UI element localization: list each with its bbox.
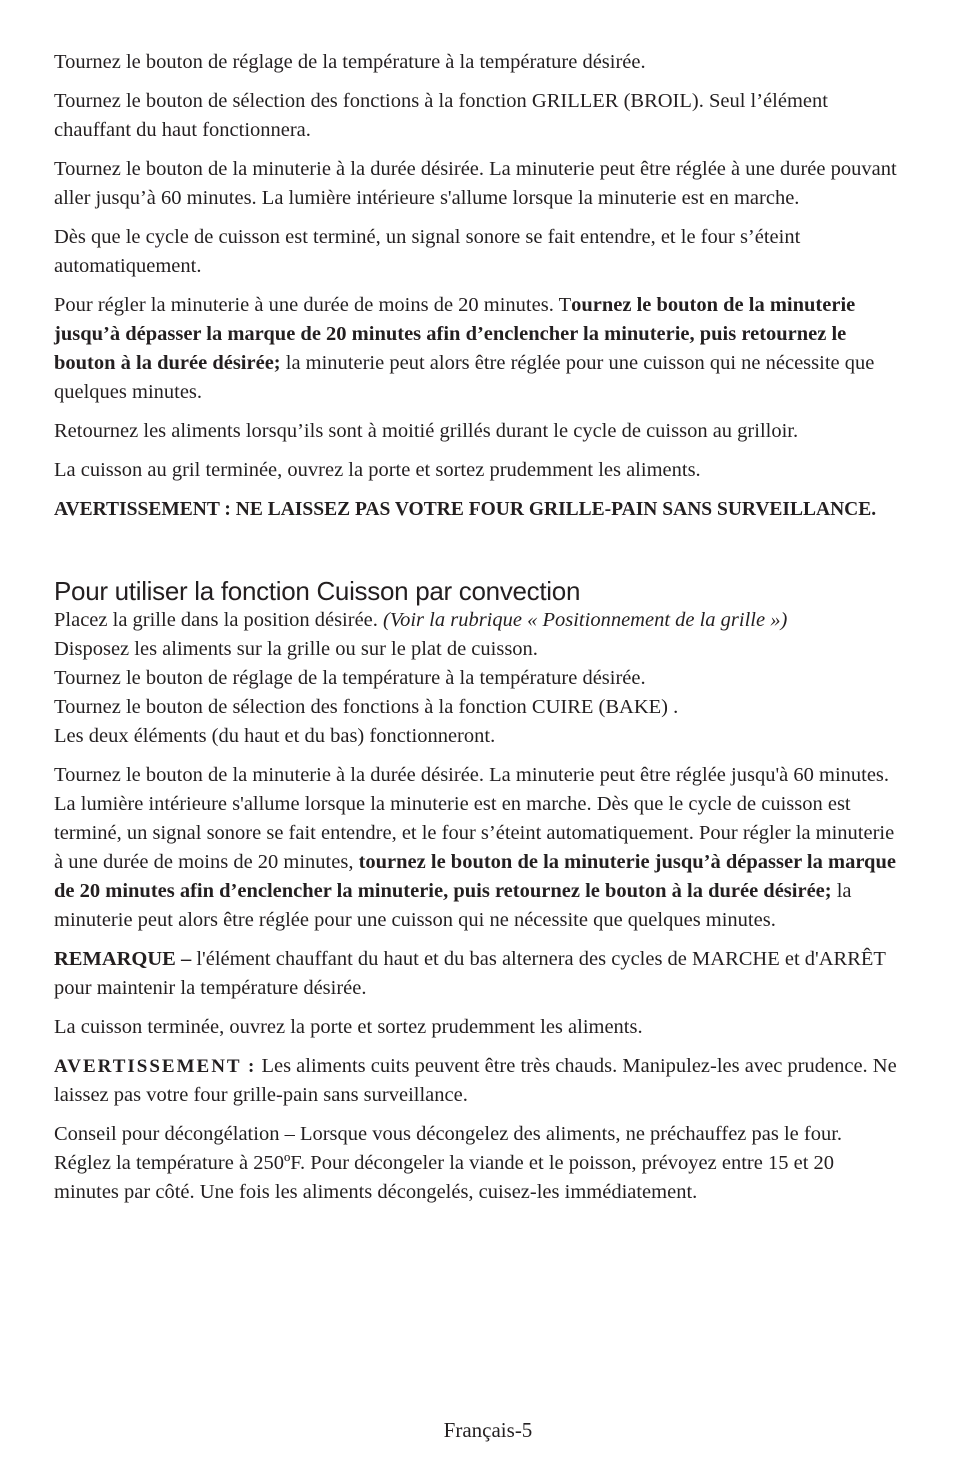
short-timer-intro: Pour régler la minuterie à une durée de moins de 20 minutes. T bbox=[54, 294, 572, 316]
paragraph-note bbox=[54, 945, 900, 1003]
section-heading-convection: Pour utiliser la fonction Cuisson par convection bbox=[54, 576, 581, 606]
paragraph-broil-function: Tournez le bouton de sélection des fonctions à la fonction GRILLER (BROIL). Seul l’élément chauffant du haut fonctionnera. bbox=[54, 90, 828, 141]
page-number: Français-5 bbox=[443, 1418, 533, 1442]
paragraph-broil-done: La cuisson au gril terminée, ouvrez la porte et sortez prudemment les aliments. bbox=[54, 459, 701, 481]
step-set-temperature: Tournez le bouton de réglage de la température à la température désirée. bbox=[54, 667, 646, 689]
convection-timer-outro: la minuterie peut alors être réglée pour une cuisson qui ne nécessite que quelques minutes. bbox=[54, 880, 852, 931]
note-text: l'élément chauffant du haut et du bas alternera des cycles de MARCHE et d'ARRÊT pour maintenir la température désirée. bbox=[54, 948, 886, 999]
paragraph-cycle-end: Dès que le cycle de cuisson est terminé, un signal sonore se fait entendre, et le four s’éteint automatiquement. bbox=[54, 226, 801, 277]
step-place-food: Disposez les aliments sur la grille ou sur le plat de cuisson. bbox=[54, 638, 538, 660]
paragraph-convection-done: La cuisson terminée, ouvrez la porte et sortez prudemment les aliments. bbox=[54, 1016, 643, 1038]
manual-page bbox=[54, 48, 900, 1217]
paragraph-turn-food: Retournez les aliments lorsqu’ils sont à moitié grillés durant le cycle de cuisson au grilloir. bbox=[54, 420, 799, 442]
step-bake-function: Tournez le bouton de sélection des fonctions à la fonction CUIRE (BAKE) . bbox=[54, 696, 679, 718]
short-timer-outro: la minuterie peut alors être réglée pour une cuisson qui ne nécessite que quelques minutes. bbox=[54, 352, 875, 403]
note-label: REMARQUE – bbox=[54, 948, 192, 970]
convection-timer-instruction: tournez le bouton de la minuterie jusqu’à dépasser la marque de 20 minutes afin d’enclencher la minuterie, puis retournez le bouton à la durée désirée; bbox=[54, 851, 896, 902]
paragraph-hot-food-warning bbox=[54, 1052, 900, 1110]
warning-label: AVERTISSEMENT : bbox=[54, 1056, 257, 1077]
paragraph-set-temperature: Tournez le bouton de réglage de la température à la température désirée. bbox=[54, 51, 646, 73]
paragraph-timer: Tournez le bouton de la minuterie à la durée désirée. La minuterie peut être réglée à une durée pouvant aller jusqu’à 60 minutes. La lumière intérieure s'allume lorsque la minuterie est en marche. bbox=[54, 158, 897, 209]
paragraph-defrost-tip: Conseil pour décongélation – Lorsque vous décongelez des aliments, ne préchauffez pas le four. Réglez la température à 250ºF. Pour décongeler la viande et le poisson, prévoyez entre 15 et 20 minutes par côté. Une fois les aliments décongelés, cuisez-les immédiatement. bbox=[54, 1123, 843, 1203]
short-timer-instruction: ournez le bouton de la minuterie jusqu’à dépasser la marque de 20 minutes afin d’enclencher la minuterie, puis retournez le bouton à la durée désirée; bbox=[54, 294, 856, 374]
step-both-elements: Les deux éléments (du haut et du bas) fonctionneront. bbox=[54, 725, 496, 747]
convection-steps bbox=[54, 606, 900, 751]
step-rack-position bbox=[54, 606, 900, 635]
step-rack-reference: (Voir la rubrique « Positionnement de la grille ») bbox=[383, 609, 788, 631]
convection-timer-intro: Tournez le bouton de la minuterie à la durée désirée. La minuterie peut être réglée jusqu'à 60 minutes. La lumière intérieure s'allume lorsque la minuterie est en marche. Dès que le cycle de cuisson est terminé, un signal sonore se fait entendre, et le four s’éteint automatiquement. Pour régler la minuterie à une durée de moins de 20 minutes, bbox=[54, 764, 895, 873]
paragraph-convection-timer bbox=[54, 761, 900, 935]
paragraph-short-timer bbox=[54, 291, 900, 407]
warning-unattended: AVERTISSEMENT : NE LAISSEZ PAS VOTRE FOUR GRILLE-PAIN SANS SURVEILLANCE. bbox=[54, 499, 877, 520]
warning-text: Les aliments cuits peuvent être très chauds. Manipulez-les avec prudence. Ne laissez pas votre four grille-pain sans surveillance. bbox=[54, 1055, 897, 1106]
step-rack-text: Placez la grille dans la position désirée. bbox=[54, 609, 384, 631]
